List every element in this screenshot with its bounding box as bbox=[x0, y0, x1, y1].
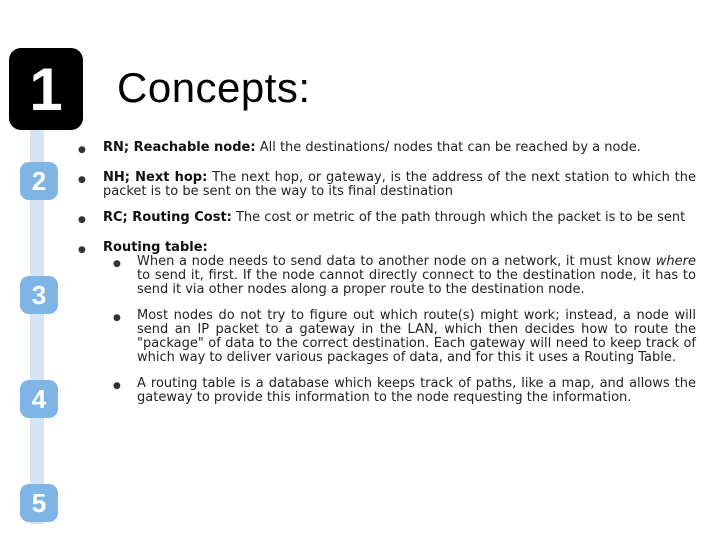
list-item-routing-table bbox=[78, 241, 696, 417]
slide-number-badge-5: 5 bbox=[20, 484, 58, 522]
term-definition: All the destinations/ nodes that can be reached by a node. bbox=[255, 140, 641, 155]
sub-list-item bbox=[103, 309, 696, 365]
slide-number-badge-1: 1 bbox=[9, 48, 83, 130]
slide-title: Concepts: bbox=[117, 64, 311, 111]
concepts-list bbox=[78, 141, 696, 429]
term-label: NH; Next hop: bbox=[103, 170, 208, 185]
term-label: RN; Reachable node: bbox=[103, 140, 256, 155]
sub-list-item bbox=[103, 255, 696, 297]
term-definition: The cost or metric of the path through which the packet is to be sent bbox=[231, 210, 686, 225]
bullet-icon: ● bbox=[113, 381, 121, 391]
bullet-icon: ● bbox=[113, 259, 121, 269]
sub-item-text: to send it, first. If the node cannot directly connect to the destination node, it has to send it via other nodes along a proper route to the destination node. bbox=[137, 268, 696, 297]
bullet-icon: ● bbox=[78, 245, 86, 255]
bullet-icon: ● bbox=[78, 215, 86, 225]
bullet-icon: ● bbox=[113, 313, 121, 323]
slide-number-badge-4: 4 bbox=[20, 380, 58, 418]
term-definition: The next hop, or gateway, is the address of the next station to which the packet is to be sent on the way to its final destination bbox=[103, 170, 697, 199]
slide-number-badge-3: 3 bbox=[20, 276, 58, 314]
list-item-reachable-node bbox=[78, 141, 696, 159]
list-item-next-hop bbox=[78, 171, 696, 199]
sub-item-text: A routing table is a database which keeps track of paths, like a map, and allows the gateway to provide this information to the node requesting the information. bbox=[137, 376, 696, 405]
sub-item-text: When a node needs to send data to another node on a network, it must know bbox=[137, 254, 656, 269]
routing-table-sublist bbox=[103, 255, 696, 405]
sub-list-item bbox=[103, 377, 696, 405]
sub-item-text: Most nodes do not try to figure out which route(s) might work; instead, a node will send an IP packet to a gateway in the LAN, which then decides how to route the "package" of data to the correct destination. Each gateway will need to keep track of which way to deliver various packages of data, and for this it uses a Routing Table. bbox=[137, 308, 696, 365]
slide-number-badge-2: 2 bbox=[20, 162, 58, 200]
term-label: RC; Routing Cost: bbox=[103, 210, 232, 225]
bullet-icon: ● bbox=[78, 175, 86, 185]
bullet-icon: ● bbox=[78, 145, 86, 155]
list-item-routing-cost bbox=[78, 211, 696, 229]
emphasis-text: where bbox=[655, 254, 696, 269]
term-label: Routing table: bbox=[103, 240, 208, 255]
